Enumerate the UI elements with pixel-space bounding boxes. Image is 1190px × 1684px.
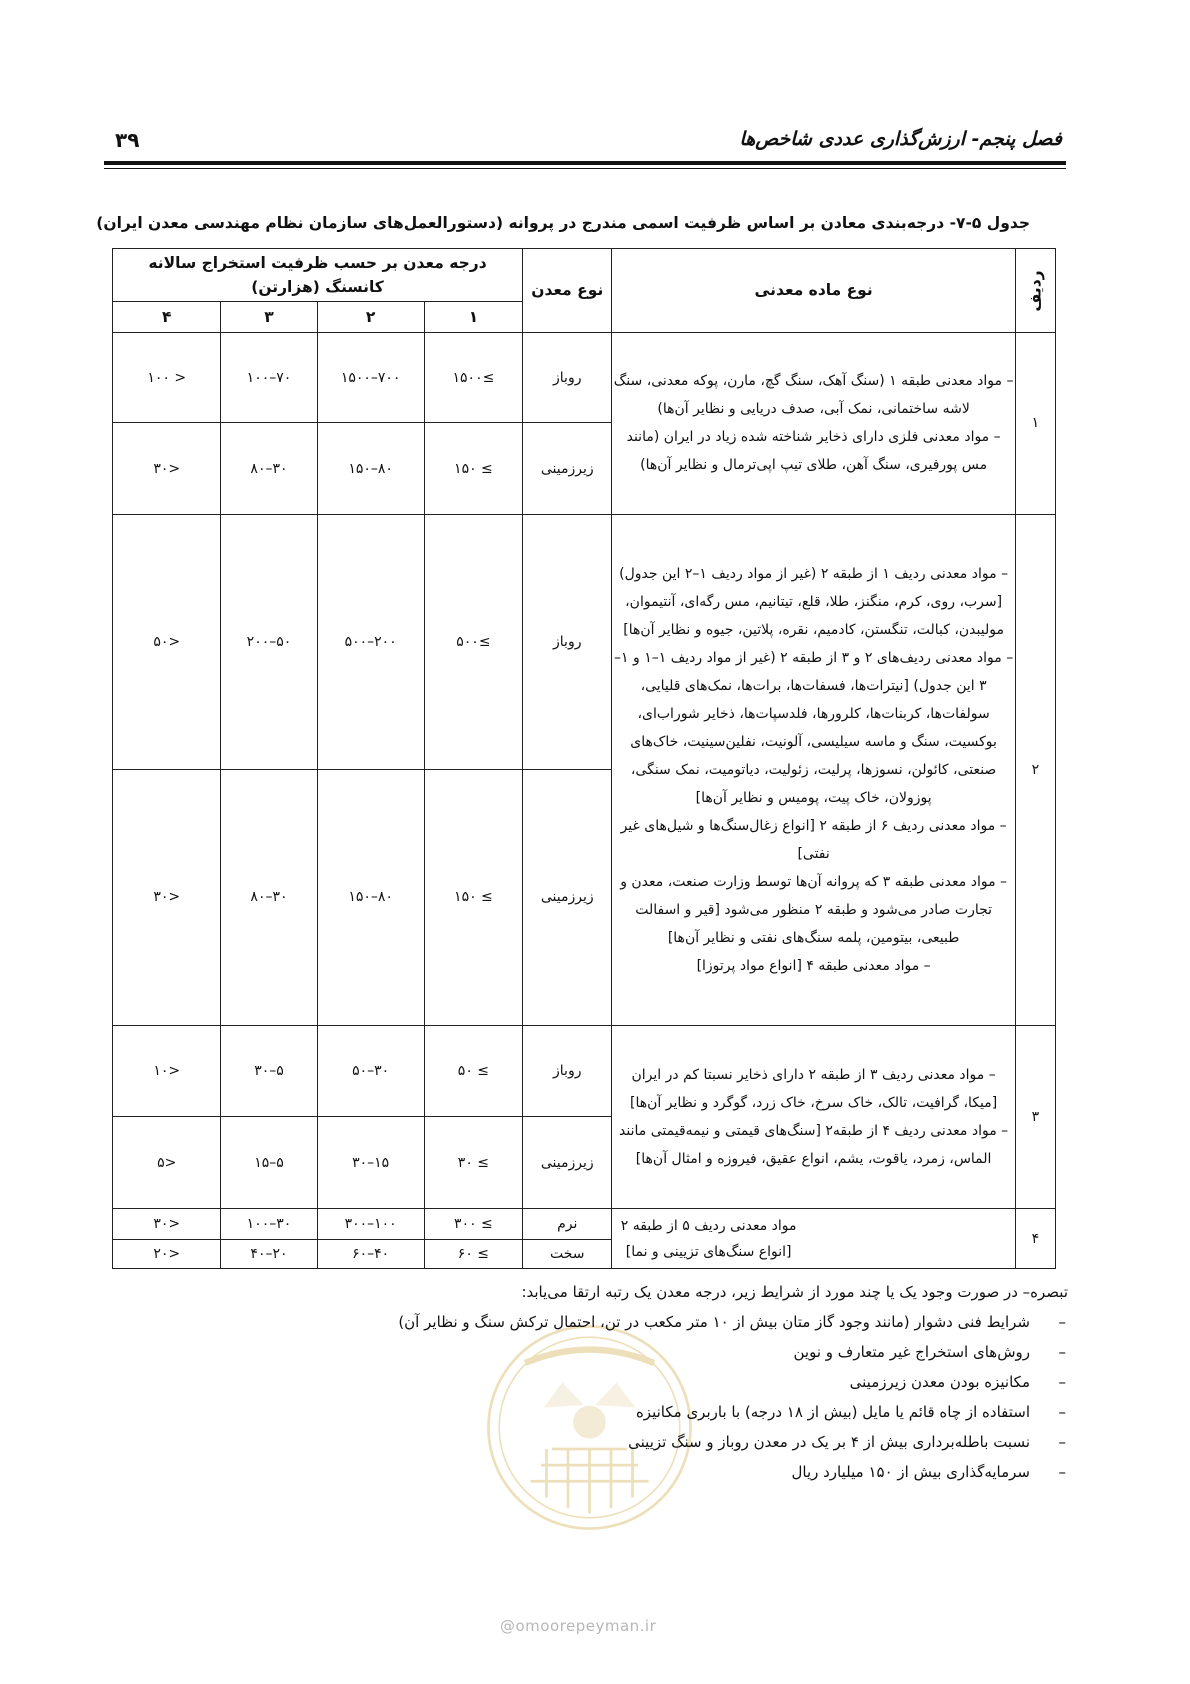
grade-3-cell: ۵–۱۵ — [221, 1117, 317, 1209]
grade-1-cell: ≥ ۱۵۰ — [424, 423, 522, 515]
grade-2-cell: ۷۰۰–۱۵۰۰ — [317, 332, 424, 422]
table-caption: جدول ۵-۷- درجه‌بندی معادن بر اساس ظرفیت اسمی مندرج در پروانه (دستورالعمل‌های سازمان نظام مهندسی معدن ایران) — [96, 214, 1030, 232]
watermark-site-text: @omoorepeyman.ir — [500, 1617, 657, 1635]
description-item: مواد معدنی ردیف ۵ از طبقه ۲ — [620, 1217, 797, 1234]
description-item: – مواد معدنی طبقه ۳ که پروانه آن‌ها توسط وزارت صنعت، معدن و تجارت صادر می‌شود و طبقه ۲ منظور می‌شود [قیر و اسفالت طبیعی، بیتومین، پلمه سنگ‌های نفتی و نظایر آن‌ها] — [620, 873, 1008, 946]
grade-1-cell: ≥ ۱۵۰ — [424, 769, 522, 1025]
note-section — [168, 1277, 1068, 1487]
header-rule-thin — [104, 168, 1066, 169]
grade-3-cell: ۷۰–۱۰۰ — [221, 332, 317, 422]
list-item-text: نسبت باطله‌برداری بیش از ۴ بر یک در معدن روباز و سنگ تزیینی — [628, 1433, 1030, 1451]
description-item: – مواد معدنی ردیف ۶ از طبقه ۲ [انواع زغال‌سنگ‌ها و شیل‌های غیر نفتی] — [620, 817, 1007, 862]
grade-4-cell: <۵۰ — [113, 514, 221, 769]
list-item — [168, 1367, 1068, 1397]
grade-1-cell: ≥۵۰۰ — [424, 514, 522, 769]
grade-3-cell: ۳۰–۸۰ — [221, 769, 317, 1025]
grade-2-cell: ۱۵–۳۰ — [317, 1117, 424, 1209]
page-number: ۳۹ — [115, 128, 140, 152]
grade-1-cell: ≥ ۳۰ — [424, 1117, 522, 1209]
header-grade-group: درجه معدن بر حسب ظرفیت استخراج سالانه کانسنگ (هزارتن) — [113, 249, 523, 302]
material-description — [612, 1209, 1015, 1269]
description-item: [انواع سنگ‌های تزیینی و نما] — [625, 1243, 792, 1260]
mine-type-cell: روباز — [523, 514, 612, 769]
mine-type-cell: زیرزمینی — [523, 769, 612, 1025]
bullet-dash: – — [1058, 1373, 1066, 1391]
grade-3-cell: ۲۰–۴۰ — [221, 1239, 317, 1269]
list-item-text: شرایط فنی دشوار (مانند وجود گاز متان بیش از ۱۰ متر مکعب در تن، احتمال ترکش سنگ و نظایر آن) — [398, 1313, 1030, 1331]
mine-type-cell: روباز — [523, 1025, 612, 1117]
list-item — [168, 1427, 1068, 1457]
grade-3-cell: ۳۰–۸۰ — [221, 423, 317, 515]
description-item: – مواد معدنی طبقه ۱ (سنگ آهک، سنگ گچ، مارن، پوکه معدنی، سنگ لاشه ساختمانی، نمک آبی، صدف دریایی و نظایر آن‌ها) — [613, 373, 1014, 418]
grade-2-cell: ۱۰۰–۳۰۰ — [317, 1209, 424, 1240]
header-grade-4: ۴ — [113, 302, 221, 333]
material-description — [612, 332, 1015, 514]
mine-type-cell: زیرزمینی — [523, 1117, 612, 1209]
table-row — [113, 514, 1056, 769]
grade-1-cell: ≥ ۶۰ — [424, 1239, 522, 1269]
grade-4-cell: <۳۰ — [113, 769, 221, 1025]
row-number: ۴ — [1015, 1209, 1055, 1269]
grade-4-cell: <۵ — [113, 1117, 221, 1209]
grade-4-cell: <۲۰ — [113, 1239, 221, 1269]
grade-3-cell: ۵۰–۲۰۰ — [221, 514, 317, 769]
grade-2-cell: ۸۰–۱۵۰ — [317, 769, 424, 1025]
header-mine-type: نوع معدن — [523, 249, 612, 333]
list-item-text: استفاده از چاه قائم یا مایل (بیش از ۱۸ درجه) با باربری مکانیزه — [635, 1403, 1030, 1421]
header-grade-2: ۲ — [317, 302, 424, 333]
grade-2-cell: ۲۰۰–۵۰۰ — [317, 514, 424, 769]
description-item: – مواد معدنی فلزی دارای ذخایر شناخته شده زیاد در ایران (مانند مس پورفیری، سنگ آهن، طلای تیپ اپی‌ترمال و نظایر آن‌ها) — [626, 429, 1001, 474]
row-number: ۱ — [1015, 332, 1055, 514]
bullet-dash: – — [1058, 1463, 1066, 1481]
grade-3-cell: ۵–۳۰ — [221, 1025, 317, 1117]
mine-type-cell: نرم — [523, 1209, 612, 1240]
table-row — [113, 1025, 1056, 1117]
note-list — [168, 1307, 1068, 1487]
bullet-dash: – — [1058, 1433, 1066, 1451]
header-material-type: نوع ماده معدنی — [612, 249, 1015, 333]
header-grade-1: ۱ — [424, 302, 522, 333]
mine-type-cell: زیرزمینی — [523, 423, 612, 515]
list-item — [168, 1307, 1068, 1337]
list-item-text: مکانیزه بودن معدن زیرزمینی — [849, 1373, 1030, 1391]
grade-4-cell: <۱۰ — [113, 1025, 221, 1117]
bullet-dash: – — [1058, 1343, 1066, 1361]
list-item — [168, 1457, 1068, 1487]
bullet-dash: – — [1058, 1403, 1066, 1421]
description-item: – مواد معدنی ردیف ۱ از طبقه ۲ (غیر از مواد ردیف ۱–۲ این جدول) [سرب، روی، کرم، منگنز، طلا، قلع، تیتانیم، مس رگه‌ای، آنتیموان، مولیبدن، کبالت، تنگستن، کادمیم، نقره، پلاتین، جیوه و نظایر آن‌ها] — [619, 565, 1009, 638]
description-item: – مواد معدنی ردیف ۴ از طبقه۲ [سنگ‌های قیمتی و نیمه‌قیمتی مانند الماس، زمرد، یاقوت، یشم، انواع عقیق، فیروزه و امثال آن‌ها] — [619, 1122, 1009, 1167]
header-row-number: ردیف — [1015, 249, 1055, 333]
grade-3-cell: ۳۰–۱۰۰ — [221, 1209, 317, 1240]
mine-type-cell: سخت — [523, 1239, 612, 1269]
list-item — [168, 1337, 1068, 1367]
bullet-dash: – — [1058, 1313, 1066, 1331]
table-row — [113, 1209, 1056, 1240]
header-rule-thick — [104, 161, 1066, 165]
grade-1-cell: ≥ ۳۰۰ — [424, 1209, 522, 1240]
material-description — [612, 1025, 1015, 1208]
grade-2-cell: ۸۰–۱۵۰ — [317, 423, 424, 515]
description-item: – مواد معدنی طبقه ۴ [انواع مواد پرتوزا] — [696, 957, 931, 974]
mine-grading-table — [112, 248, 1056, 1269]
mine-type-cell: روباز — [523, 332, 612, 422]
list-item-text: سرمایه‌گذاری بیش از ۱۵۰ میلیارد ریال — [791, 1463, 1030, 1481]
grade-1-cell: ≥ ۵۰ — [424, 1025, 522, 1117]
list-item — [168, 1397, 1068, 1427]
note-intro: تبصره– در صورت وجود یک یا چند مورد از شرایط زیر، درجه معدن یک رتبه ارتقا می‌یابد: — [521, 1283, 1068, 1301]
description-item: – مواد معدنی ردیف ۳ از طبقه ۲ دارای ذخایر نسبتا کم در ایران [میکا، گرافیت، تالک، خاک سرخ، خاک زرد، گوگرد و نظایر آن‌ها] — [630, 1066, 998, 1111]
grade-4-cell: <۳۰ — [113, 423, 221, 515]
grade-1-cell: ≥۱۵۰۰ — [424, 332, 522, 422]
header-grade-3: ۳ — [221, 302, 317, 333]
row-number: ۳ — [1015, 1025, 1055, 1208]
chapter-title: فصل پنجم- ارزش‌گذاری عددی شاخص‌ها — [739, 128, 1062, 150]
list-item-text: روش‌های استخراج غیر متعارف و نوین — [793, 1343, 1030, 1361]
description-item: – مواد معدنی ردیف‌های ۲ و ۳ از طبقه ۲ (غیر از مواد ردیف ۱–۱ و ۱–۳ این جدول) [نیترات‌ها، فسفات‌ها، برات‌ها، نمک‌های قلیایی، سولفات‌ها، کربنات‌ها، کلرورها، فلدسپات‌ها، ذخایر شوراب‌ای، بوکسیت، سنگ و ماسه سیلیسی، آلونیت، نفلین‌سینیت، خاک‌های صنعتی، کائولن، نسوزها، پرلیت، زئولیت، دیاتومیت، نمک سنگی، پوزولان، خاک پیت، پومیس و نظایر آن‌ها] — [614, 649, 1014, 806]
grade-4-cell: <۳۰ — [113, 1209, 221, 1240]
row-number: ۲ — [1015, 514, 1055, 1025]
material-description — [612, 514, 1015, 1025]
grade-2-cell: ۴۰–۶۰ — [317, 1239, 424, 1269]
table-row — [113, 332, 1056, 422]
grade-4-cell: < ۱۰۰ — [113, 332, 221, 422]
grade-2-cell: ۳۰–۵۰ — [317, 1025, 424, 1117]
